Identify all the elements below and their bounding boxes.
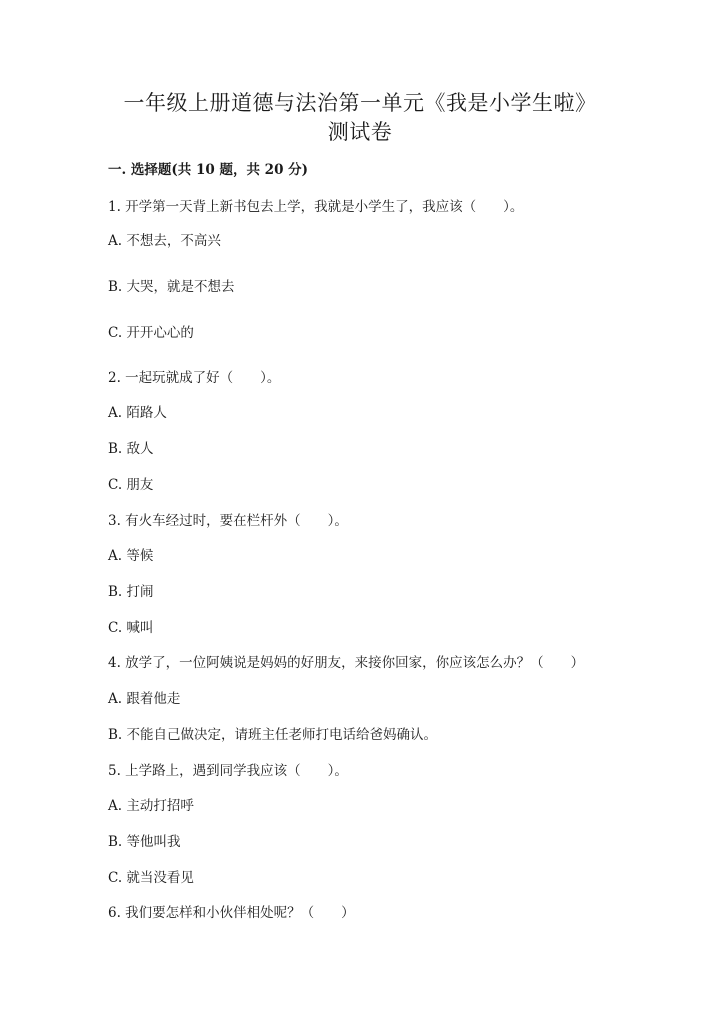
question-5-option-b: B. 等他叫我 — [108, 834, 181, 850]
question-4-option-b: B. 不能自己做决定，请班主任老师打电话给爸妈确认。 — [108, 727, 438, 743]
question-6-stem: 6. 我们要怎样和小伙伴相处呢？（ ） — [108, 905, 355, 921]
question-5-stem: 5. 上学路上，遇到同学我应该（ ）。 — [108, 763, 348, 779]
question-2-option-c: C. 朋友 — [108, 477, 154, 493]
question-3-stem: 3. 有火车经过时，要在栏杆外（ ）。 — [108, 513, 348, 529]
question-3-option-c: C. 喊叫 — [108, 620, 154, 636]
question-2-stem: 2. 一起玩就成了好（ ）。 — [108, 370, 281, 386]
question-1-option-c: C. 开开心心的 — [108, 325, 194, 341]
question-5-option-c: C. 就当没看见 — [108, 870, 194, 886]
question-1-option-a: A. 不想去，不高兴 — [108, 233, 221, 249]
question-1-stem: 1. 开学第一天背上新书包去上学，我就是小学生了，我应该（ ）。 — [108, 199, 524, 215]
question-5-option-a: A. 主动打招呼 — [108, 798, 194, 814]
question-2-option-a: A. 陌路人 — [108, 405, 167, 421]
question-4-option-a: A. 跟着他走 — [108, 691, 181, 707]
question-3-option-a: A. 等候 — [108, 548, 154, 564]
question-2-option-b: B. 敌人 — [108, 441, 154, 457]
question-3-option-b: B. 打闹 — [108, 584, 154, 600]
question-1-option-b: B. 大哭，就是不想去 — [108, 279, 235, 295]
exam-subtitle: 测试卷 — [327, 120, 393, 144]
question-4-stem: 4. 放学了，一位阿姨说是妈妈的好朋友，来接你回家，你应该怎么办？（ ） — [108, 655, 585, 671]
section-heading: 一. 选择题(共 10 题，共 20 分) — [108, 162, 309, 178]
exam-title: 一年级上册道德与法治第一单元《我是小学生啦》 — [123, 91, 597, 115]
